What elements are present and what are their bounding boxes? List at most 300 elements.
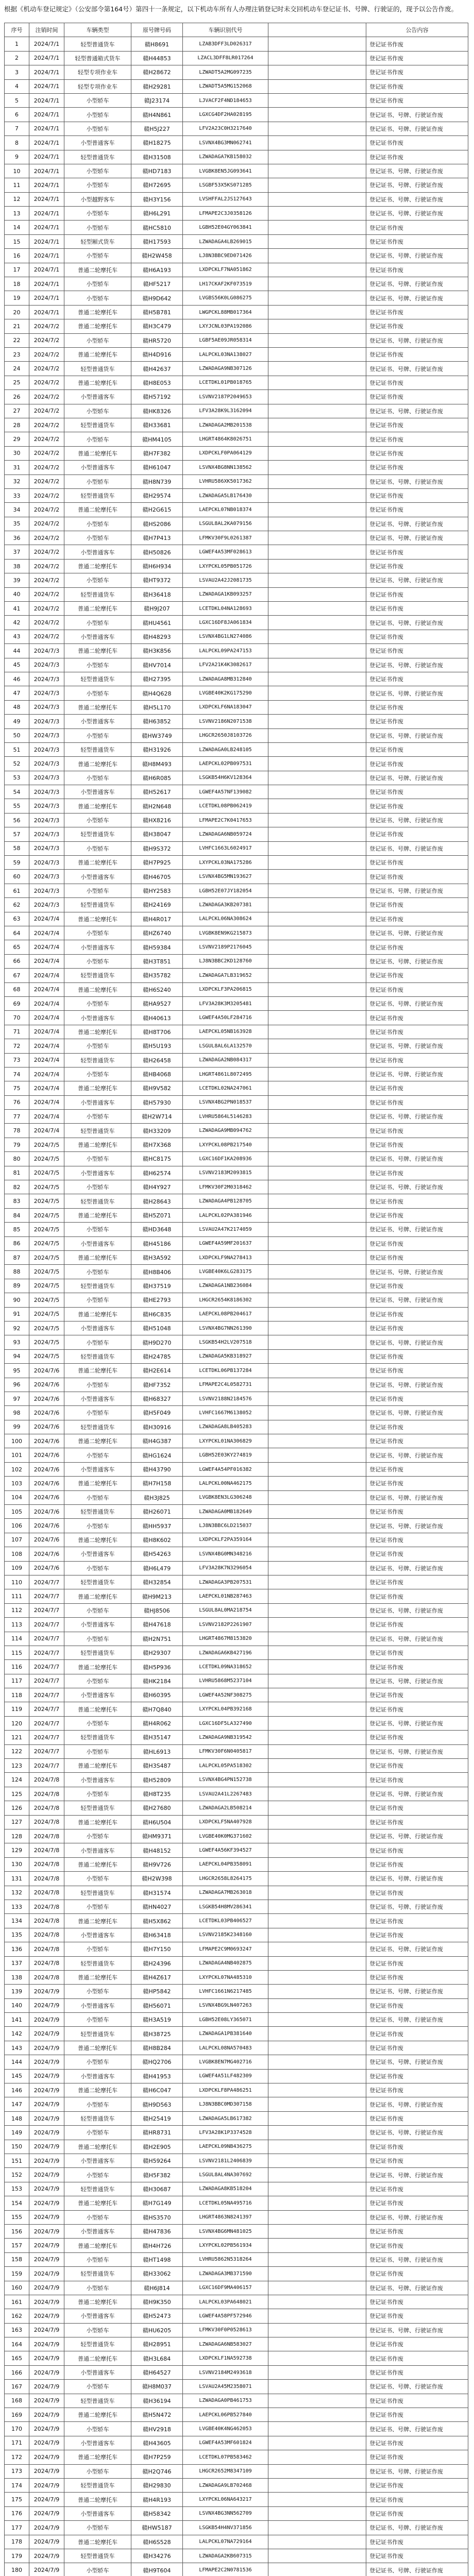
cell-plate: 赣HD7183: [131, 164, 183, 178]
cell-seq: 93: [5, 1335, 29, 1349]
table-row: [5, 1970, 468, 1984]
cell-date: 2024/7/3: [29, 870, 64, 884]
table-row: [5, 856, 468, 870]
cell-vin: LXYPCKL06NA643217: [183, 2493, 268, 2506]
cell-plate: 赣H29574: [131, 488, 183, 502]
table-row: [5, 1349, 468, 1363]
cell-plate: 赣H9D270: [131, 1335, 183, 1349]
table-header-row: [5, 23, 468, 37]
cell-date: 2024/7/8: [29, 1773, 64, 1787]
cell-plate: 赣H2W458: [131, 249, 183, 263]
cell-date: 2024/7/1: [29, 37, 64, 51]
cell-vehicle-type: 普通二轮摩托车: [64, 602, 131, 616]
cell-vin: LGWEF4A58PF572946: [183, 2309, 268, 2323]
cell-blank: [268, 587, 366, 601]
cell-seq: 150: [5, 2140, 29, 2154]
cell-blank: [268, 1603, 366, 1617]
cell-content: 登记证书、号牌、行驶证作废: [366, 2097, 468, 2111]
cell-vehicle-type: 普通二轮摩托车: [64, 2351, 131, 2365]
cell-content: 登记证书、号牌、行驶证作废: [366, 2521, 468, 2535]
cell-vehicle-type: 普通二轮摩托车: [64, 1364, 131, 1378]
cell-date: 2024/7/2: [29, 602, 64, 616]
cell-blank: [268, 207, 366, 221]
cell-plate: 赣HB4068: [131, 1067, 183, 1081]
cell-vehicle-type: 小型轿车: [64, 1293, 131, 1307]
cell-vehicle-type: 普通二轮摩托车: [64, 2408, 131, 2422]
cell-content: 登记证书作废: [366, 940, 468, 954]
cell-date: 2024/7/1: [29, 291, 64, 305]
cell-vin: LSVNX4BG6MN481025: [183, 2224, 268, 2238]
cell-date: 2024/7/1: [29, 79, 64, 93]
cell-seq: 7: [5, 122, 29, 135]
cell-seq: 91: [5, 1307, 29, 1321]
cell-plate: 赣H4Z617: [131, 1970, 183, 1984]
cell-vin: LJ8N3BBC6LD215037: [183, 1519, 268, 1533]
cell-plate: 赣H4H726: [131, 2239, 183, 2252]
cell-date: 2024/7/3: [29, 785, 64, 799]
cell-date: 2024/7/5: [29, 1194, 64, 1208]
cell-blank: [268, 37, 366, 51]
table-row: [5, 1702, 468, 1716]
cell-content: 登记证书作废: [366, 1589, 468, 1603]
cell-vehicle-type: 小型普通客车: [64, 1166, 131, 1180]
cell-vehicle-type: 小型轿车: [64, 1872, 131, 1886]
cell-blank: [268, 1956, 366, 1970]
cell-date: 2024/7/3: [29, 898, 64, 912]
cell-seq: 45: [5, 658, 29, 672]
cell-content: 登记证书作废: [366, 1998, 468, 2012]
cell-content: 登记证书作废: [366, 2309, 468, 2323]
cell-vehicle-type: 普通二轮摩托车: [64, 700, 131, 714]
cell-plate: 赣H29307: [131, 1646, 183, 1659]
cell-vehicle-type: 轻型普通货车: [64, 1053, 131, 1067]
cell-date: 2024/7/9: [29, 2027, 64, 2041]
cell-vehicle-type: 小型轿车: [64, 658, 131, 672]
cell-seq: 139: [5, 1985, 29, 1998]
cell-plate: 赣HK8326: [131, 404, 183, 418]
cell-plate: 赣H24785: [131, 1349, 183, 1363]
cell-content: 登记证书作废: [366, 1618, 468, 1632]
cell-blank: [268, 2478, 366, 2492]
cell-content: 登记证书作废: [366, 2535, 468, 2549]
cell-date: 2024/7/9: [29, 2323, 64, 2337]
cell-seq: 49: [5, 715, 29, 728]
cell-blank: [268, 234, 366, 248]
cell-vehicle-type: 轻型普通货车: [64, 742, 131, 756]
cell-vin: LGXC16DF9MA406157: [183, 2281, 268, 2295]
cell-date: 2024/7/5: [29, 1349, 64, 1363]
cell-date: 2024/7/6: [29, 1477, 64, 1490]
cell-vin: LSVNX4BG8NN138562: [183, 461, 268, 474]
cell-vin: LGWEF4A50LF284716: [183, 1011, 268, 1025]
cell-date: 2024/7/9: [29, 2069, 64, 2083]
cell-vin: LAEPCKL02PB097531: [183, 757, 268, 771]
cell-plate: 赣H47836: [131, 2224, 183, 2238]
cell-date: 2024/7/3: [29, 700, 64, 714]
cell-seq: 98: [5, 1406, 29, 1420]
cell-plate: 赣HR8731: [131, 2126, 183, 2140]
cell-plate: 赣H37519: [131, 1279, 183, 1293]
cell-vin: LSGKB54H8MV286341: [183, 1900, 268, 1913]
cell-seq: 26: [5, 390, 29, 404]
cell-date: 2024/7/1: [29, 207, 64, 221]
cell-vin: LAEPCKL08PB204617: [183, 1307, 268, 1321]
cell-plate: 赣H28643: [131, 1194, 183, 1208]
cell-date: 2024/7/1: [29, 249, 64, 263]
cell-vin: LZWADAGA5KB318927: [183, 1349, 268, 1363]
cell-vin: LXDPCKLF7NA051862: [183, 263, 268, 277]
cell-content: 登记证书作废: [366, 446, 468, 460]
cell-seq: 137: [5, 1956, 29, 1970]
cell-content: 登记证书作废: [366, 2140, 468, 2154]
cell-content: 登记证书作废: [366, 715, 468, 728]
cell-content: 登记证书作废: [366, 2450, 468, 2464]
cell-vin: LZWADAGA8LB405283: [183, 1420, 268, 1434]
cell-content: 登记证书作废: [366, 969, 468, 982]
cell-content: 登记证书作废: [366, 390, 468, 404]
cell-seq: 158: [5, 2252, 29, 2266]
cell-blank: [268, 1448, 366, 1462]
cell-content: 登记证书、号牌、行驶证作废: [366, 2563, 468, 2576]
cell-blank: [268, 2323, 366, 2337]
cell-content: 登记证书、号牌、行驶证作废: [366, 108, 468, 122]
cell-date: 2024/7/1: [29, 164, 64, 178]
cell-vin: LXYJCNL03PA192086: [183, 319, 268, 333]
cell-plate: 赣H3S487: [131, 1759, 183, 1773]
cell-date: 2024/7/5: [29, 1250, 64, 1264]
cell-plate: 赣H9S372: [131, 841, 183, 855]
cell-vin: LZWADAGA9MB094762: [183, 1124, 268, 1138]
cell-vehicle-type: 小型轿车: [64, 1519, 131, 1533]
cell-blank: [268, 108, 366, 122]
cell-vin: LGBF5AE09JR058314: [183, 333, 268, 347]
table-body: [5, 37, 468, 2576]
table-row: [5, 2563, 468, 2576]
cell-vin: LCETDKL04NA128693: [183, 602, 268, 616]
cell-seq: 124: [5, 1773, 29, 1787]
cell-blank: [268, 912, 366, 926]
cell-vin: LZWADAGA5LB617382: [183, 2111, 268, 2125]
cell-date: 2024/7/2: [29, 503, 64, 517]
cell-vin: LSVNV2185K2348160: [183, 1928, 268, 1942]
cell-vin: LSVAU2A41L2267483: [183, 1787, 268, 1801]
table-row: [5, 305, 468, 319]
cell-blank: [268, 1872, 366, 1886]
cell-date: 2024/7/7: [29, 1632, 64, 1646]
cell-vehicle-type: 小型轿车: [64, 1180, 131, 1194]
cell-vin: LH17CKAF2KF073519: [183, 277, 268, 291]
cell-content: 登记证书作废: [366, 1250, 468, 1264]
cell-blank: [268, 982, 366, 996]
cell-blank: [268, 2337, 366, 2351]
table-row: [5, 2267, 468, 2281]
cell-date: 2024/7/6: [29, 1533, 64, 1547]
cell-blank: [268, 1900, 366, 1913]
table-row: [5, 771, 468, 785]
cell-vehicle-type: 轻型普通货车: [64, 488, 131, 502]
cell-content: 登记证书、号牌、行驶证作废: [366, 1942, 468, 1956]
cell-plate: 赣H68327: [131, 1392, 183, 1405]
cell-content: 登记证书、号牌、行驶证作废: [366, 1603, 468, 1617]
cell-vin: LHGCR2650J8103726: [183, 728, 268, 742]
cell-plate: 赣H8M493: [131, 757, 183, 771]
cell-date: 2024/7/8: [29, 1829, 64, 1843]
cell-plate: 赣H43790: [131, 1462, 183, 1476]
cell-date: 2024/7/4: [29, 1011, 64, 1025]
cell-seq: 149: [5, 2126, 29, 2140]
cell-content: 登记证书作废: [366, 587, 468, 601]
cell-blank: [268, 658, 366, 672]
cell-content: 登记证书、号牌、行驶证作废: [366, 1985, 468, 1998]
cell-content: 登记证书作废: [366, 1279, 468, 1293]
cell-vehicle-type: 普通二轮摩托车: [64, 1702, 131, 1716]
cell-blank: [268, 2069, 366, 2083]
cell-date: 2024/7/7: [29, 1674, 64, 1688]
cell-plate: 赣H35147: [131, 1731, 183, 1744]
cell-plate: 赣H7Y150: [131, 1942, 183, 1956]
cell-blank: [268, 461, 366, 474]
table-row: [5, 2450, 468, 2464]
cell-seq: 128: [5, 1829, 29, 1843]
cell-content: 登记证书、号牌、行驶证作废: [366, 813, 468, 827]
cell-seq: 95: [5, 1364, 29, 1378]
cell-vin: LCETDKL03PB406527: [183, 1914, 268, 1928]
cell-date: 2024/7/3: [29, 813, 64, 827]
table-row: [5, 277, 468, 291]
cell-vin: LGWEF4A53MF601824: [183, 2436, 268, 2450]
cell-plate: 赣H6J814: [131, 2281, 183, 2295]
cell-blank: [268, 1335, 366, 1349]
cell-content: 登记证书作废: [366, 432, 468, 446]
table-row: [5, 503, 468, 517]
cell-content: 登记证书作废: [366, 79, 468, 93]
cell-seq: 170: [5, 2422, 29, 2436]
cell-seq: 152: [5, 2168, 29, 2182]
table-row: [5, 996, 468, 1010]
cell-seq: 153: [5, 2182, 29, 2196]
cell-plate: 赣HM4105: [131, 432, 183, 446]
cell-vehicle-type: 轻型普通货车: [64, 2267, 131, 2281]
cell-content: 登记证书作废: [366, 1349, 468, 1363]
cell-vin: LVHFC1667M6138052: [183, 1406, 268, 1420]
cell-date: 2024/7/9: [29, 2055, 64, 2069]
table-row: [5, 1857, 468, 1871]
cell-plate: 赣H8K602: [131, 1533, 183, 1547]
cell-vin: LVHFC1663L6024917: [183, 841, 268, 855]
cell-vehicle-type: 普通二轮摩托车: [64, 503, 131, 517]
cell-vin: LALPCKL03NA138027: [183, 347, 268, 361]
cell-content: 登记证书、号牌、行驶证作废: [366, 926, 468, 940]
cell-seq: 141: [5, 2013, 29, 2027]
cell-vehicle-type: 小型轿车: [64, 926, 131, 940]
cell-plate: 赣H28951: [131, 2337, 183, 2351]
cell-date: 2024/7/8: [29, 1872, 64, 1886]
cell-vin: LALPCKL06NA308624: [183, 912, 268, 926]
header-vehicle-type: 车辆类型: [64, 23, 131, 37]
cell-plate: 赣H3K856: [131, 644, 183, 658]
table-row: [5, 2182, 468, 2196]
cell-seq: 155: [5, 2210, 29, 2224]
cell-plate: 赣H57192: [131, 390, 183, 404]
table-row: [5, 1731, 468, 1744]
cell-vin: LHGRT4867M8153820: [183, 1632, 268, 1646]
cell-content: 登记证书、号牌、行驶证作废: [366, 841, 468, 855]
cell-vehicle-type: 小型轿车: [64, 531, 131, 545]
cell-vin: LXDPCKLF3PA206815: [183, 982, 268, 996]
cell-date: 2024/7/9: [29, 2041, 64, 2055]
cell-plate: 赣HF7352: [131, 1378, 183, 1392]
cell-plate: 赣H9T604: [131, 2563, 183, 2576]
cell-seq: 94: [5, 1349, 29, 1363]
cell-content: 登记证书作废: [366, 65, 468, 79]
cell-seq: 168: [5, 2394, 29, 2408]
table-row: [5, 1589, 468, 1603]
cell-vin: LSVNX4BG5MN193627: [183, 870, 268, 884]
table-row: [5, 2436, 468, 2450]
cell-seq: 131: [5, 1872, 29, 1886]
cell-vehicle-type: 小型轿车: [64, 1942, 131, 1956]
cell-plate: 赣H5F382: [131, 2168, 183, 2182]
table-row: [5, 1420, 468, 1434]
cell-date: 2024/7/6: [29, 1490, 64, 1504]
cell-date: 2024/7/8: [29, 1857, 64, 1871]
cell-seq: 81: [5, 1166, 29, 1180]
cell-seq: 16: [5, 249, 29, 263]
cell-content: 登记证书作废: [366, 1364, 468, 1378]
cell-vin: LVGBK8EN3LG306248: [183, 1490, 268, 1504]
cell-vin: LZWADAGA3PB207531: [183, 1575, 268, 1589]
cell-vehicle-type: 小型轿车: [64, 207, 131, 221]
table-row: [5, 1688, 468, 1702]
cell-vin: LSGUL8AL6LA132570: [183, 1039, 268, 1053]
cell-blank: [268, 192, 366, 206]
cell-seq: 102: [5, 1462, 29, 1476]
cell-date: 2024/7/6: [29, 1378, 64, 1392]
cell-date: 2024/7/3: [29, 658, 64, 672]
cell-vin: LZWADAGA3MB371590: [183, 2267, 268, 2281]
cell-date: 2024/7/7: [29, 1744, 64, 1758]
table-row: [5, 1519, 468, 1533]
table-row: [5, 2365, 468, 2379]
cell-vehicle-type: 小型普通客车: [64, 940, 131, 954]
cell-plate: 赣H29281: [131, 79, 183, 93]
table-row: [5, 969, 468, 982]
cell-blank: [268, 1321, 366, 1335]
cell-vin: LZWADAGA1NB236084: [183, 1279, 268, 1293]
cell-blank: [268, 1985, 366, 1998]
cell-seq: 71: [5, 1025, 29, 1039]
cell-content: 登记证书作废: [366, 2408, 468, 2422]
cell-vin: LXYPCKL05PB051726: [183, 559, 268, 573]
cell-plate: 赣H45186: [131, 1236, 183, 1250]
cell-date: 2024/7/9: [29, 2478, 64, 2492]
cell-vin: LVHRU5868M5237104: [183, 1674, 268, 1688]
cell-date: 2024/7/4: [29, 982, 64, 996]
cell-vehicle-type: 小型轿车: [64, 686, 131, 700]
cell-date: 2024/7/1: [29, 234, 64, 248]
cell-vehicle-type: 小型轿车: [64, 1110, 131, 1124]
cell-date: 2024/7/9: [29, 2210, 64, 2224]
cell-blank: [268, 305, 366, 319]
cell-plate: 赣H5U193: [131, 1039, 183, 1053]
cell-blank: [268, 446, 366, 460]
table-row: [5, 136, 468, 150]
cell-content: 登记证书作废: [366, 982, 468, 996]
cell-seq: 63: [5, 912, 29, 926]
cell-blank: [268, 2013, 366, 2027]
cell-blank: [268, 2140, 366, 2154]
cell-vin: LSVNV2181L2406839: [183, 2154, 268, 2167]
cell-vin: LZWADAGA0PB461753: [183, 2394, 268, 2408]
cell-blank: [268, 2295, 366, 2309]
cell-plate: 赣H6C835: [131, 1307, 183, 1321]
cell-date: 2024/7/6: [29, 1364, 64, 1378]
cell-content: 登记证书作废: [366, 2154, 468, 2167]
cell-seq: 118: [5, 1688, 29, 1702]
cell-plate: 赣H9M213: [131, 1589, 183, 1603]
table-row: [5, 1872, 468, 1886]
cell-blank: [268, 898, 366, 912]
cell-vehicle-type: 小型轿车: [64, 1603, 131, 1617]
table-row: [5, 2493, 468, 2506]
cell-content: 登记证书作废: [366, 1166, 468, 1180]
cell-vehicle-type: 小型普通客车: [64, 461, 131, 474]
cell-blank: [268, 2126, 366, 2140]
cell-vin: LXYPCKL08PB217540: [183, 1138, 268, 1151]
cell-plate: 赣H27680: [131, 1801, 183, 1815]
cell-plate: 赣HU4561: [131, 616, 183, 630]
cell-seq: 143: [5, 2041, 29, 2055]
cell-blank: [268, 573, 366, 587]
cell-vin: LZWADAGA2NB084317: [183, 1053, 268, 1067]
table-row: [5, 37, 468, 51]
cell-date: 2024/7/3: [29, 742, 64, 756]
cell-seq: 125: [5, 1787, 29, 1801]
cell-blank: [268, 79, 366, 93]
cell-content: 登记证书作废: [366, 2239, 468, 2252]
table-row: [5, 2309, 468, 2323]
cell-blank: [268, 1279, 366, 1293]
cell-vehicle-type: 小型普通客车: [64, 870, 131, 884]
cell-blank: [268, 969, 366, 982]
cell-vehicle-type: 普通二轮摩托车: [64, 1815, 131, 1829]
cell-date: 2024/7/5: [29, 1208, 64, 1222]
cell-content: 登记证书作废: [366, 1773, 468, 1787]
cell-seq: 132: [5, 1886, 29, 1900]
cell-vehicle-type: 小型轿车: [64, 221, 131, 234]
cell-date: 2024/7/8: [29, 1886, 64, 1900]
cell-seq: 46: [5, 672, 29, 686]
cell-date: 2024/7/2: [29, 333, 64, 347]
cell-date: 2024/7/9: [29, 2111, 64, 2125]
cell-vin: LVGBK8EN5JG093641: [183, 164, 268, 178]
cell-date: 2024/7/9: [29, 2464, 64, 2478]
cell-date: 2024/7/3: [29, 728, 64, 742]
cell-vin: LFMAPE2C7K0417653: [183, 813, 268, 827]
cell-seq: 120: [5, 1716, 29, 1730]
cell-seq: 19: [5, 291, 29, 305]
cell-plate: 赣H48293: [131, 630, 183, 643]
cell-date: 2024/7/4: [29, 1025, 64, 1039]
table-row: [5, 65, 468, 79]
cell-content: 登记证书、号牌、行驶证作废: [366, 1490, 468, 1504]
cell-vehicle-type: 小型轿车: [64, 1406, 131, 1420]
cell-date: 2024/7/4: [29, 1081, 64, 1095]
cell-plate: 赣H7X368: [131, 1138, 183, 1151]
cell-vin: LZWADAGA7MB263018: [183, 1886, 268, 1900]
cell-blank: [268, 2055, 366, 2069]
table-row: [5, 982, 468, 996]
